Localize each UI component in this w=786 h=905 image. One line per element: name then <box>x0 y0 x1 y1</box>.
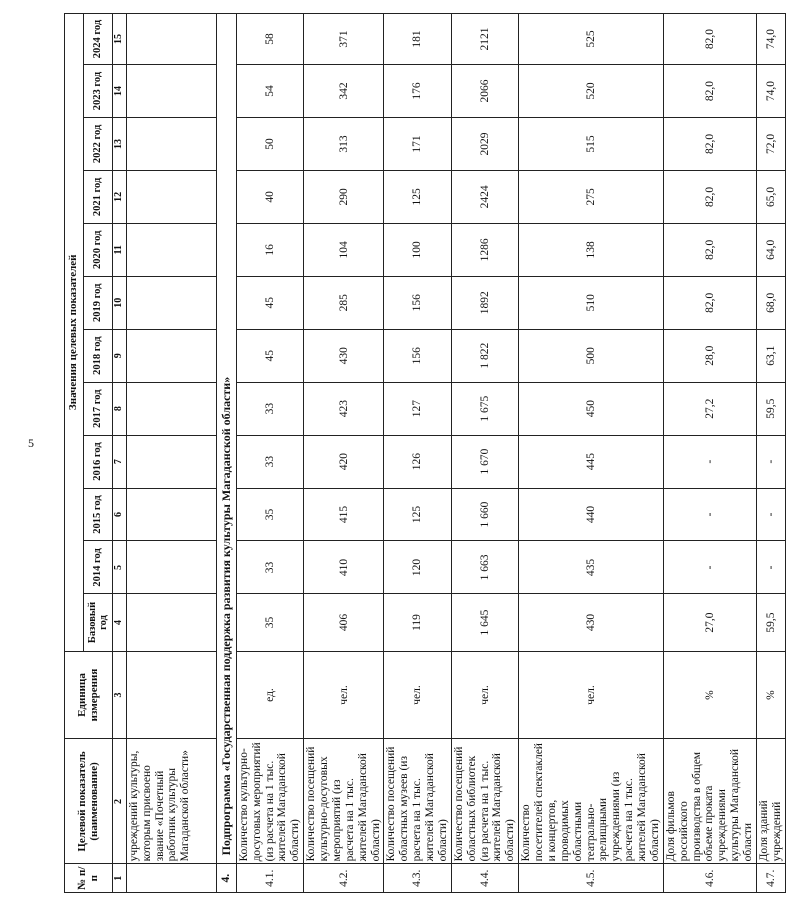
row-unit: % <box>663 651 756 739</box>
row-num: 4.2. <box>304 864 384 893</box>
row-value: 181 <box>384 14 451 65</box>
row-value <box>126 594 216 651</box>
indicator-row <box>384 14 451 893</box>
row-value: 27,0 <box>663 594 756 651</box>
row-value: 16 <box>236 223 303 276</box>
row-value: 27,2 <box>663 382 756 435</box>
col-number: 6 <box>113 488 127 541</box>
row-value: 72,0 <box>756 117 785 170</box>
row-value: 82,0 <box>663 170 756 223</box>
row-value <box>126 14 216 65</box>
row-indicator-name: Количество посетителей спектаклей и концертов, проводимых областными театрально-зрелищными учреждениями (из расчета на 1 тыс. жителей Магаданской области) <box>519 739 664 864</box>
row-unit: чел. <box>519 651 664 739</box>
row-value: 33 <box>236 541 303 594</box>
row-value: 176 <box>384 65 451 118</box>
row-value: 63,1 <box>756 329 785 382</box>
row-value: 104 <box>304 223 384 276</box>
row-value: 126 <box>384 435 451 488</box>
row-indicator-name: Количество посещений областных музеев (из расчета на 1 тыс. жителей Магаданской области) <box>384 739 451 864</box>
header-year: 2024 год <box>84 14 113 65</box>
row-value: 74,0 <box>756 14 785 65</box>
row-indicator-name: Количество посещений областных библиотек (из расчета на 1 тыс. жителей Магаданской области) <box>451 739 518 864</box>
row-value: 1 663 <box>451 541 518 594</box>
row-value: 35 <box>236 594 303 651</box>
row-value: 1 670 <box>451 435 518 488</box>
row-value: 40 <box>236 170 303 223</box>
row-value: 1 675 <box>451 382 518 435</box>
header-year: 2022 год <box>84 117 113 170</box>
row-value: 45 <box>236 329 303 382</box>
row-value: 2066 <box>451 65 518 118</box>
header-year: 2017 год <box>84 382 113 435</box>
row-value: 525 <box>519 14 664 65</box>
row-value: 275 <box>519 170 664 223</box>
row-value: 423 <box>304 382 384 435</box>
row-value: 1 822 <box>451 329 518 382</box>
row-value: 450 <box>519 382 664 435</box>
row-value: 430 <box>304 329 384 382</box>
row-value: 445 <box>519 435 664 488</box>
row-value: 156 <box>384 329 451 382</box>
row-value: 171 <box>384 117 451 170</box>
header-values-group: Значения целевых показателей <box>65 14 84 652</box>
row-indicator-name: Доля фильмов российского производства в общем объеме проката учреждениями культуры Магаданской области <box>663 739 756 864</box>
row-value: 59,5 <box>756 594 785 651</box>
row-value: 406 <box>304 594 384 651</box>
row-unit: ед. <box>236 651 303 739</box>
header-indicator: Целевой показатель (наименование) <box>65 739 113 864</box>
row-value: 50 <box>236 117 303 170</box>
row-num: 4.3. <box>384 864 451 893</box>
indicator-row <box>519 14 664 893</box>
col-number: 8 <box>113 382 127 435</box>
row-value: 290 <box>304 170 384 223</box>
row-value: 33 <box>236 435 303 488</box>
row-value: 500 <box>519 329 664 382</box>
col-number: 9 <box>113 329 127 382</box>
col-number: 10 <box>113 276 127 329</box>
indicator-row <box>236 14 303 893</box>
col-number: 4 <box>113 594 127 651</box>
subprogram-num: 4. <box>216 864 236 893</box>
row-value: 520 <box>519 65 664 118</box>
subprogram-title: Подпрограмма «Государственная поддержка развития культуры Магаданской области» <box>216 14 236 864</box>
row-value: 127 <box>384 382 451 435</box>
col-number: 13 <box>113 117 127 170</box>
row-value: 435 <box>519 541 664 594</box>
row-unit <box>126 651 216 739</box>
subprogram-row <box>216 14 236 893</box>
row-value: 100 <box>384 223 451 276</box>
row-value: 1286 <box>451 223 518 276</box>
row-value <box>126 382 216 435</box>
row-value: - <box>756 435 785 488</box>
row-value: - <box>663 488 756 541</box>
row-value: 45 <box>236 276 303 329</box>
header-year: 2020 год <box>84 223 113 276</box>
row-value: 59,5 <box>756 382 785 435</box>
row-value: 82,0 <box>663 14 756 65</box>
row-num: 4.6. <box>663 864 756 893</box>
row-value: 2029 <box>451 117 518 170</box>
row-unit: чел. <box>451 651 518 739</box>
header-num: № п/п <box>65 864 113 893</box>
row-value: - <box>756 541 785 594</box>
header-year: Базовый год <box>84 594 113 651</box>
row-value: - <box>756 488 785 541</box>
row-num <box>126 864 216 893</box>
row-num: 4.1. <box>236 864 303 893</box>
row-value: 82,0 <box>663 117 756 170</box>
row-value <box>126 223 216 276</box>
row-value: 68,0 <box>756 276 785 329</box>
row-value: 1 660 <box>451 488 518 541</box>
col-number: 5 <box>113 541 127 594</box>
row-value: 125 <box>384 170 451 223</box>
row-value <box>126 541 216 594</box>
indicator-row <box>451 14 518 893</box>
row-value: 410 <box>304 541 384 594</box>
row-value: 342 <box>304 65 384 118</box>
rotated-table-container <box>64 13 783 893</box>
row-value: 64,0 <box>756 223 785 276</box>
row-value: 82,0 <box>663 65 756 118</box>
col-number: 1 <box>113 864 127 893</box>
row-indicator-name: Количество посещений культурно-досуговых мероприятий (из расчета на 1 тыс. жителей Магаданской области) <box>304 739 384 864</box>
row-value <box>126 117 216 170</box>
indicator-row <box>304 14 384 893</box>
row-value <box>126 170 216 223</box>
row-value: 58 <box>236 14 303 65</box>
row-num: 4.5. <box>519 864 664 893</box>
col-number: 7 <box>113 435 127 488</box>
column-number-row <box>113 14 127 893</box>
row-value: 35 <box>236 488 303 541</box>
row-value <box>126 329 216 382</box>
col-number: 11 <box>113 223 127 276</box>
row-value: 120 <box>384 541 451 594</box>
row-value: 82,0 <box>663 276 756 329</box>
header-year: 2014 год <box>84 541 113 594</box>
indicator-row <box>756 14 785 893</box>
col-number: 14 <box>113 65 127 118</box>
col-number: 15 <box>113 14 127 65</box>
page-number: 5 <box>28 436 34 450</box>
row-indicator-name: Доля зданий учреждений <box>756 739 785 864</box>
header-year: 2021 год <box>84 170 113 223</box>
row-value: - <box>663 541 756 594</box>
row-value: 2424 <box>451 170 518 223</box>
col-number: 3 <box>113 651 127 739</box>
row-value <box>126 276 216 329</box>
row-value: 54 <box>236 65 303 118</box>
row-value <box>126 65 216 118</box>
row-value: - <box>663 435 756 488</box>
header-year: 2015 год <box>84 488 113 541</box>
row-value: 420 <box>304 435 384 488</box>
row-num: 4.4. <box>451 864 518 893</box>
row-value: 285 <box>304 276 384 329</box>
row-value: 119 <box>384 594 451 651</box>
row-value: 33 <box>236 382 303 435</box>
row-value: 138 <box>519 223 664 276</box>
row-value: 415 <box>304 488 384 541</box>
target-indicators-table <box>64 13 786 893</box>
row-value: 74,0 <box>756 65 785 118</box>
row-unit: чел. <box>304 651 384 739</box>
row-value: 440 <box>519 488 664 541</box>
row-indicator-name: Количество культурно-досуговых мероприятий (из расчета на 1 тыс. жителей Магаданской области) <box>236 739 303 864</box>
header-year: 2023 год <box>84 65 113 118</box>
row-value: 125 <box>384 488 451 541</box>
row-value: 430 <box>519 594 664 651</box>
row-unit: % <box>756 651 785 739</box>
row-value <box>126 488 216 541</box>
row-value: 2121 <box>451 14 518 65</box>
row-value: 156 <box>384 276 451 329</box>
row-value: 1892 <box>451 276 518 329</box>
row-num: 4.7. <box>756 864 785 893</box>
col-number: 12 <box>113 170 127 223</box>
row-value: 515 <box>519 117 664 170</box>
indicator-row <box>663 14 756 893</box>
header-year: 2016 год <box>84 435 113 488</box>
header-unit: Единица измерения <box>65 651 113 739</box>
row-value: 510 <box>519 276 664 329</box>
row-value: 313 <box>304 117 384 170</box>
header-year: 2019 год <box>84 276 113 329</box>
row-value: 371 <box>304 14 384 65</box>
row-indicator-name: учреждений культуры, которым присвоено звание «Почетный работник культуры Магаданской области» <box>126 739 216 864</box>
row-value: 1 645 <box>451 594 518 651</box>
row-unit: чел. <box>384 651 451 739</box>
continuation-row <box>126 14 216 893</box>
row-value <box>126 435 216 488</box>
header-year: 2018 год <box>84 329 113 382</box>
row-value: 28,0 <box>663 329 756 382</box>
col-number: 2 <box>113 739 127 864</box>
row-value: 65,0 <box>756 170 785 223</box>
row-value: 82,0 <box>663 223 756 276</box>
